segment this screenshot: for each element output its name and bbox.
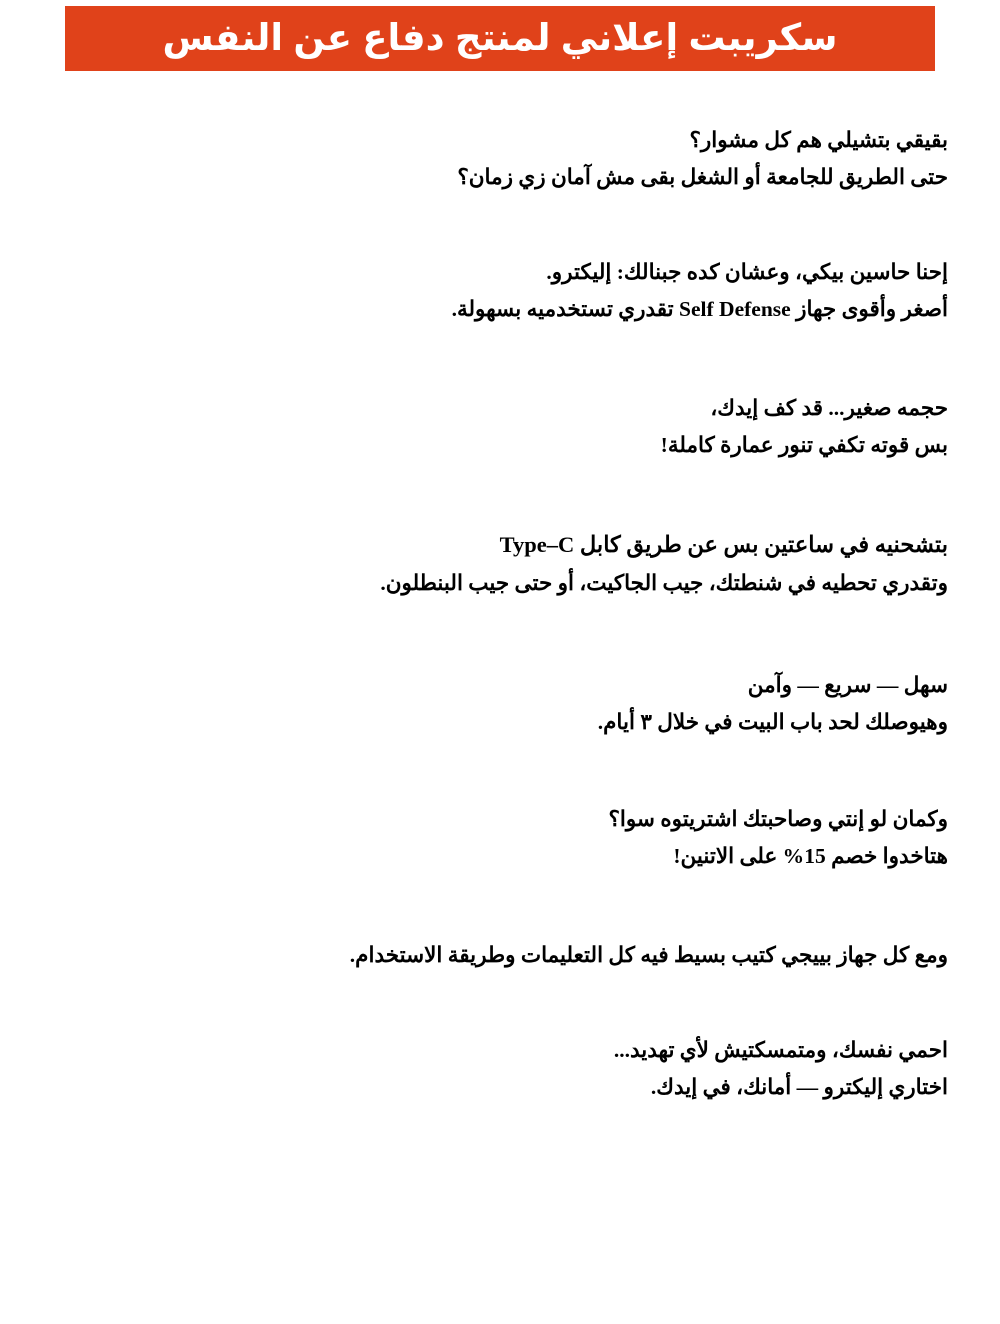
paragraph-intro [52,254,948,328]
paragraph-line: إحنا حاسين بيكي، وعشان كده جبنالك: إليكترو. [546,259,948,284]
paragraph-line: وهيوصلك لحد باب البيت في خلال ٣ أيام. [597,710,948,735]
paragraph-charging [52,526,948,602]
paragraph-closing [52,1032,948,1106]
paragraph-line: اختاري إليكترو — أمانك، في إيدك. [650,1075,948,1100]
paragraph-delivery [52,667,948,741]
paragraph-line: احمي نفسك، ومتمسكتيش لأي تهديد... [613,1038,948,1063]
paragraph-line: حتى الطريق للجامعة أو الشغل بقى مش آمان زي زمان؟ [457,164,948,189]
paragraph-line: حجمه صغير... قد كف إيدك، [710,395,948,420]
document-body [0,108,1000,1106]
paragraph-size [52,390,948,464]
paragraph-line: هتاخدوا خصم 15% على الاتنين! [673,844,948,869]
paragraph-line: بقيقي بتشيلي هم كل مشوار؟ [689,128,948,152]
paragraph-line: وتقدري تحطيه في شنطتك، جيب الجاكيت، أو حتى جيب البنطلون. [380,570,948,595]
title-banner [65,6,935,71]
paragraph-line: بتشحنيه في ساعتين بس عن طريق كابل Type–C [499,531,948,557]
paragraph-line: ومع كل جهاز بييجي كتيب بسيط فيه كل التعليمات وطريقة الاستخدام. [349,943,948,968]
paragraph-manual [52,937,948,974]
paragraph-hook [52,122,948,196]
paragraph-line: أصغر وأقوى جهاز Self Defense تقدري تستخدميه بسهولة. [451,296,948,321]
paragraph-line: وكمان لو إنتي وصاحبتك اشتريتوه سوا؟ [608,807,948,832]
paragraph-line: بس قوته تكفي تنور عمارة كاملة! [660,432,948,457]
paragraph-line: سهل — سريع — وآمن [747,673,948,698]
paragraph-offer [52,801,948,875]
page-title: سكريبت إعلاني لمنتج دفاع عن النفس [162,17,838,59]
